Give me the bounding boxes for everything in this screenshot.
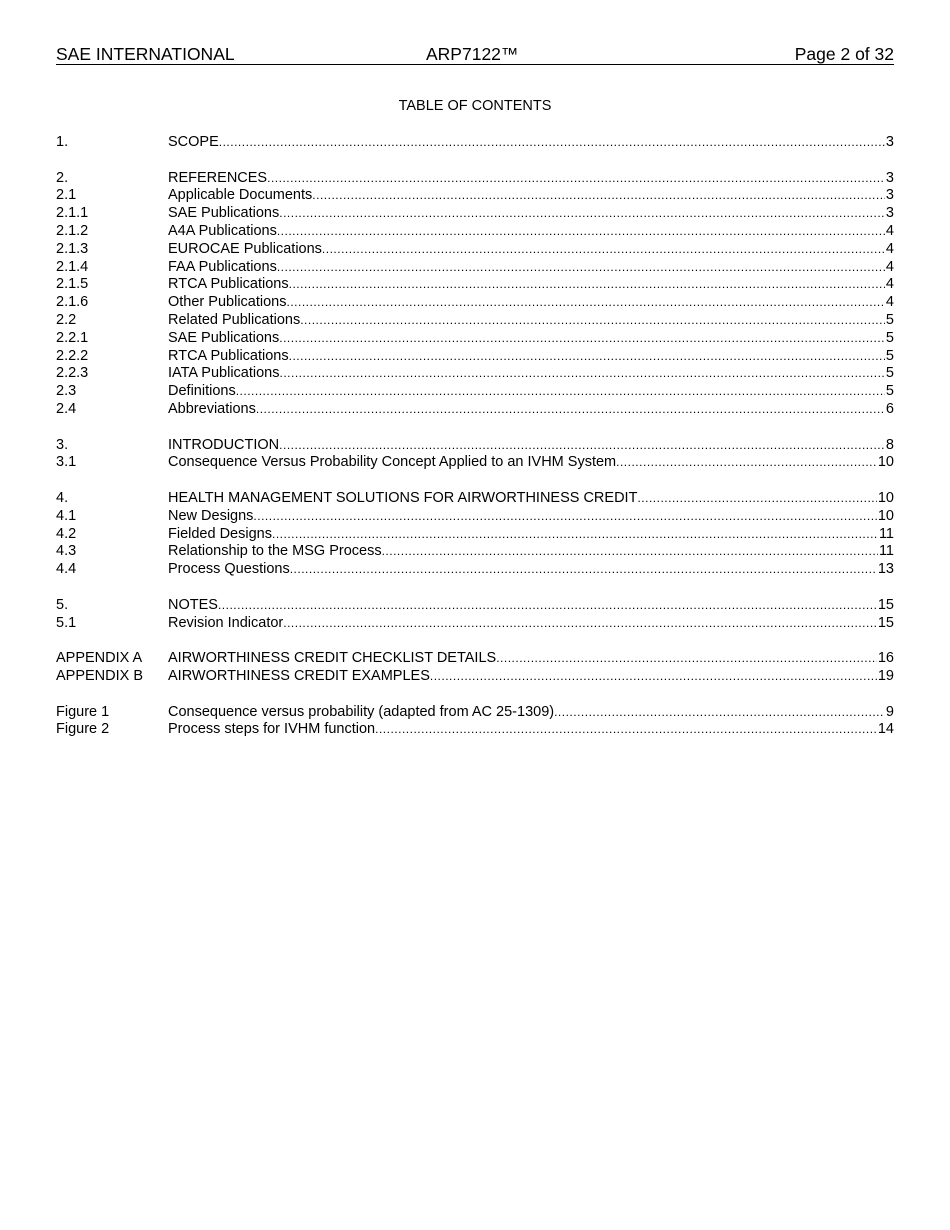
toc-entry-number: 4.3 xyxy=(56,543,77,560)
toc-entry[interactable] xyxy=(56,454,894,472)
toc-entry[interactable] xyxy=(56,348,894,366)
toc-entry-page: 3 xyxy=(885,134,894,150)
toc-entry[interactable] xyxy=(56,543,894,561)
toc-entry-number: 2.2.3 xyxy=(56,365,89,382)
dot-leader xyxy=(289,348,885,366)
toc-entry-number: 2.2.1 xyxy=(56,329,89,346)
dot-leader xyxy=(322,241,885,259)
toc-entry-page: 3 xyxy=(885,205,894,222)
toc-entry-title: Fielded Designs xyxy=(168,525,272,542)
dot-leader xyxy=(289,276,885,294)
dot-leader xyxy=(219,134,885,152)
toc-entry-number: 4.4 xyxy=(56,561,77,578)
toc-entry-number: 2.2.2 xyxy=(56,347,89,364)
toc-entry-page: 11 xyxy=(878,525,894,542)
dot-leader xyxy=(283,615,877,633)
toc-entry-number: 2.2 xyxy=(56,311,77,328)
toc-entry-page: 19 xyxy=(877,667,894,684)
toc-entry-number: 3.1 xyxy=(56,454,77,471)
dot-leader xyxy=(637,490,876,508)
header-org: SAE INTERNATIONAL xyxy=(56,44,235,64)
toc-entry-number: 2.1.6 xyxy=(56,294,89,311)
toc-entry[interactable] xyxy=(56,134,894,152)
toc-entry[interactable] xyxy=(56,508,894,526)
toc-entry-number: 2.1 xyxy=(56,187,77,204)
toc-entry[interactable] xyxy=(56,668,894,686)
toc-entry-title: Other Publications xyxy=(168,294,287,311)
toc-entry[interactable] xyxy=(56,276,894,294)
toc-entry-page: 5 xyxy=(885,311,894,328)
toc-entry-number: 2.1.4 xyxy=(56,258,89,275)
toc-entry-page: 4 xyxy=(885,258,894,275)
toc-entry[interactable] xyxy=(56,437,894,455)
toc-entry-title: RTCA Publications xyxy=(168,276,289,293)
toc-entry[interactable] xyxy=(56,312,894,330)
toc-entry-page: 10 xyxy=(877,489,894,506)
toc-entry-page: 11 xyxy=(878,543,894,560)
toc-entry[interactable] xyxy=(56,187,894,205)
toc-entry[interactable] xyxy=(56,241,894,259)
toc-entry-title: NOTES xyxy=(168,596,218,613)
dot-leader xyxy=(290,561,877,579)
toc-entry[interactable] xyxy=(56,526,894,544)
toc-entry-page: 10 xyxy=(877,507,894,524)
toc-entry[interactable] xyxy=(56,401,894,419)
toc-title: TABLE OF CONTENTS xyxy=(398,98,552,114)
toc-entry[interactable] xyxy=(56,704,894,722)
toc-entry[interactable] xyxy=(56,205,894,223)
dot-leader xyxy=(256,401,885,419)
toc-entry-title: RTCA Publications xyxy=(168,347,289,364)
dot-leader xyxy=(277,223,885,241)
toc-entry[interactable] xyxy=(56,490,894,508)
toc-entry-page: 14 xyxy=(877,721,894,738)
dot-leader xyxy=(277,259,885,277)
toc-entry-page: 5 xyxy=(885,365,894,382)
dot-leader xyxy=(279,330,885,348)
toc-entry-page: 4 xyxy=(885,222,894,239)
toc-entry-number: 4. xyxy=(56,489,69,506)
toc-entry[interactable] xyxy=(56,721,894,739)
toc-entry-number: APPENDIX B xyxy=(56,667,144,684)
dot-leader xyxy=(430,668,877,686)
dot-leader xyxy=(279,205,885,223)
toc-entry-title: Relationship to the MSG Process xyxy=(168,543,382,560)
toc-entry-number: 2. xyxy=(56,169,69,186)
toc-entry-page: 3 xyxy=(885,169,894,186)
dot-leader xyxy=(218,597,877,615)
dot-leader xyxy=(382,543,878,561)
toc-entry-page: 5 xyxy=(885,347,894,364)
toc-entry-page: 6 xyxy=(885,400,894,417)
toc-entry-page: 9 xyxy=(885,703,894,720)
toc-entry-number: Figure 1 xyxy=(56,703,110,720)
toc-entry-page: 4 xyxy=(885,240,894,257)
toc-entry-title: Definitions xyxy=(168,383,236,400)
dot-leader xyxy=(280,365,885,383)
dot-leader xyxy=(300,312,885,330)
dot-leader xyxy=(236,383,885,401)
toc-entry-title: New Designs xyxy=(168,507,254,524)
toc-entry-number: Figure 2 xyxy=(56,721,110,738)
toc-entry[interactable] xyxy=(56,597,894,615)
toc-entry-page: 13 xyxy=(877,561,894,578)
toc-entry-title: SAE Publications xyxy=(168,329,280,346)
toc-entry-title: SCOPE xyxy=(168,134,219,150)
toc-entry-number: 3. xyxy=(56,436,69,453)
toc-entry-number: 1. xyxy=(56,134,69,150)
toc-entry-title: Revision Indicator xyxy=(168,614,284,631)
toc-entry-page: 3 xyxy=(885,187,894,204)
toc-entry-title: IATA Publications xyxy=(168,365,280,382)
toc-entry-number: 2.4 xyxy=(56,400,77,417)
toc-entry-page: 15 xyxy=(877,614,894,631)
dot-leader xyxy=(286,294,884,312)
toc-entry-number: 4.2 xyxy=(56,525,77,542)
toc-entry-title: Related Publications xyxy=(168,311,301,328)
toc-entry-number: 4.1 xyxy=(56,507,77,524)
toc-entry-page: 16 xyxy=(877,650,894,667)
toc-entry-page: 4 xyxy=(885,276,894,293)
toc-entry-title: Process steps for IVHM function xyxy=(168,721,376,738)
toc-entry-title: AIRWORTHINESS CREDIT CHECKLIST DETAILS xyxy=(168,650,497,667)
toc-entry-title: Abbreviations xyxy=(168,400,256,417)
toc-entry-page: 15 xyxy=(877,596,894,613)
dot-leader xyxy=(267,170,885,188)
toc-entry-title: A4A Publications xyxy=(168,222,277,239)
toc-entry-number: 2.3 xyxy=(56,383,77,400)
toc-entry[interactable] xyxy=(56,223,894,241)
toc-entry-title: FAA Publications xyxy=(168,258,277,275)
header-doc-id: ARP7122™ xyxy=(426,44,519,64)
toc-entry-number: 2.1.3 xyxy=(56,240,89,257)
header-page-label: Page 2 of 32 xyxy=(794,44,894,64)
toc-entry[interactable] xyxy=(56,650,894,668)
toc-entry-number: 2.1.5 xyxy=(56,276,89,293)
toc-entry-page: 10 xyxy=(877,454,894,471)
dot-leader xyxy=(616,454,877,472)
toc-entry-title: Consequence versus probability (adapted from AC 25-1309) xyxy=(168,703,555,720)
toc-entry[interactable] xyxy=(56,170,894,188)
toc-entry[interactable] xyxy=(56,294,894,312)
dot-leader xyxy=(272,526,878,544)
toc-entry[interactable] xyxy=(56,561,894,579)
dot-leader xyxy=(253,508,876,526)
toc-entry-title: HEALTH MANAGEMENT SOLUTIONS FOR AIRWORTHINESS CREDIT xyxy=(168,489,638,506)
toc-entry[interactable] xyxy=(56,615,894,633)
toc-entry-number: 5.1 xyxy=(56,614,77,631)
page-header xyxy=(56,44,894,65)
toc-entry-title: EUROCAE Publications xyxy=(168,240,322,257)
dot-leader xyxy=(312,187,885,205)
toc-entry[interactable] xyxy=(56,365,894,383)
toc-entry-title: SAE Publications xyxy=(168,205,280,222)
toc-entry-title: Consequence Versus Probability Concept Applied to an IVHM System xyxy=(168,454,617,471)
dot-leader xyxy=(375,721,877,739)
toc-entry-page: 8 xyxy=(885,436,894,453)
toc-entry-title: Process Questions xyxy=(168,561,290,578)
table-of-contents xyxy=(56,134,894,739)
toc-entry[interactable] xyxy=(56,330,894,348)
toc-entry-page: 4 xyxy=(885,294,894,311)
toc-entry-title: AIRWORTHINESS CREDIT EXAMPLES xyxy=(168,667,430,684)
toc-entry-number: 5. xyxy=(56,596,69,613)
dot-leader xyxy=(554,704,885,722)
toc-entry-title: REFERENCES xyxy=(168,169,268,186)
toc-entry-number: APPENDIX A xyxy=(56,650,143,667)
toc-entry-title: Applicable Documents xyxy=(168,187,313,204)
toc-entry[interactable] xyxy=(56,259,894,277)
toc-entry-page: 5 xyxy=(885,383,894,400)
toc-entry-page: 5 xyxy=(885,329,894,346)
dot-leader xyxy=(279,437,885,455)
toc-entry-number: 2.1.1 xyxy=(56,205,89,222)
toc-entry[interactable] xyxy=(56,383,894,401)
dot-leader xyxy=(496,650,877,668)
toc-entry-number: 2.1.2 xyxy=(56,222,89,239)
toc-entry-title: INTRODUCTION xyxy=(168,436,280,453)
